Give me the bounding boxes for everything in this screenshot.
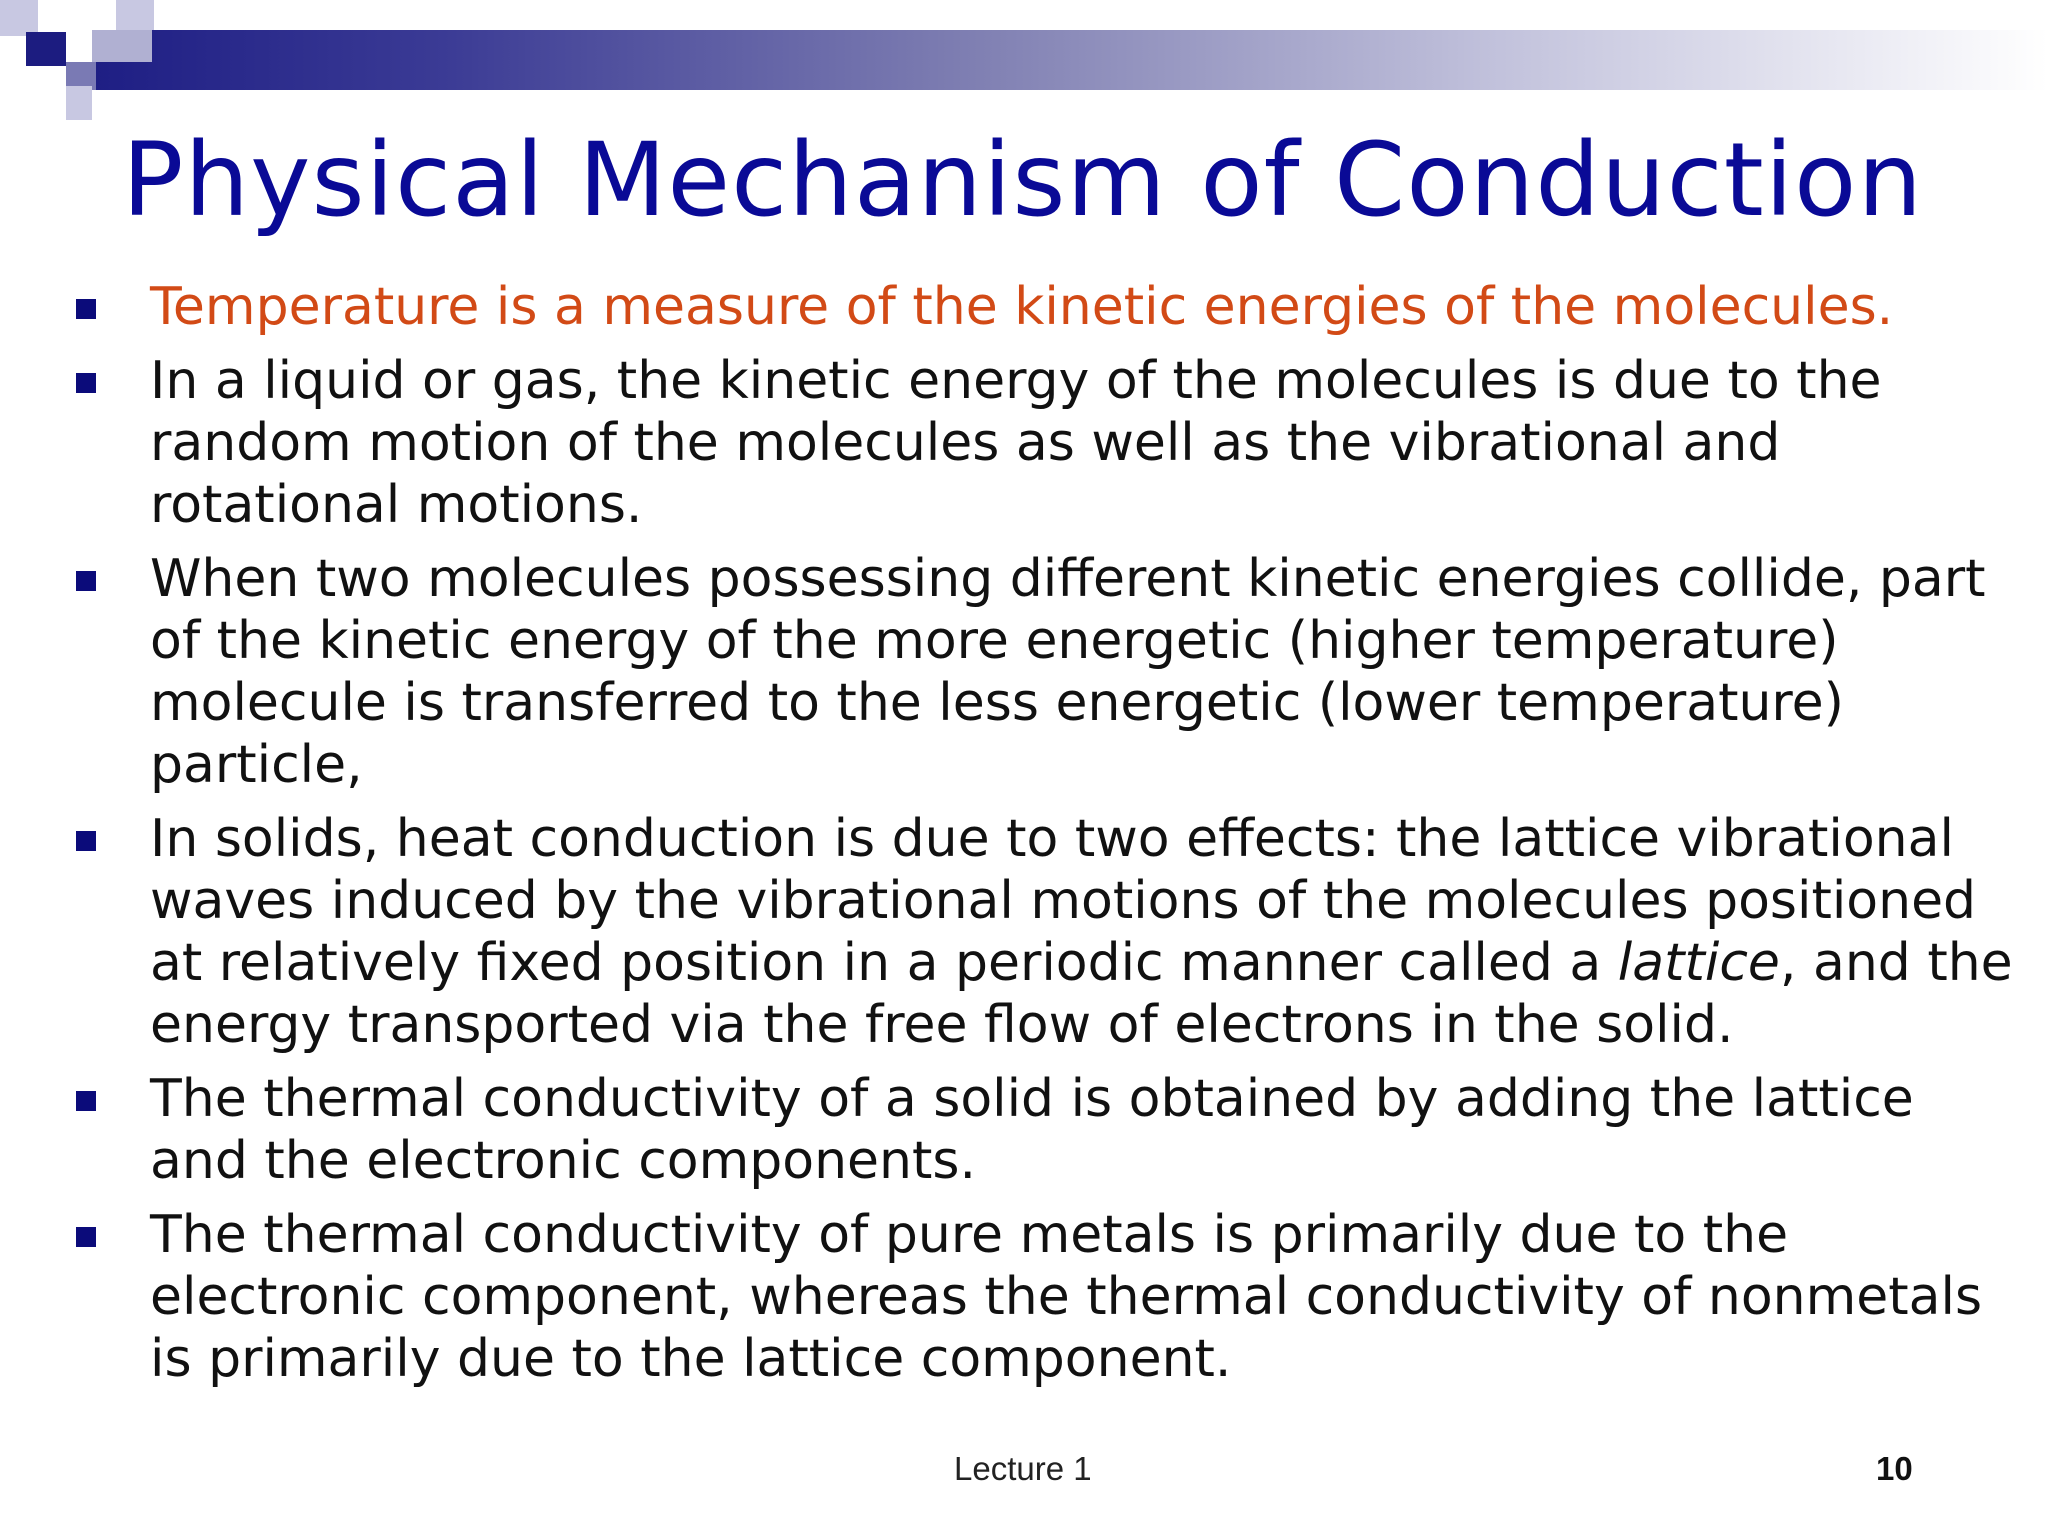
bullet-text-italic: lattice bbox=[1617, 933, 1780, 993]
square-bullet-icon bbox=[76, 299, 96, 319]
title-banner-gradient bbox=[92, 30, 2048, 90]
bullet-item bbox=[70, 808, 2020, 1056]
bullet-item bbox=[70, 1204, 2020, 1390]
bullet-text-before: In solids, heat conduction is due to two effects: the lattice vibrational waves induced by the vibrational motions of the molecules positioned at relatively fixed position in a periodic manner called a bbox=[150, 809, 1977, 993]
bullet-text: When two molecules possessing different kinetic energies collide, part of the kinetic energy of the more energetic (higher temperature) molecule is transferred to the less energetic (lower temperature) particle, bbox=[150, 549, 1986, 795]
bullet-text: Temperature is a measure of the kinetic energies of the molecules. bbox=[150, 277, 1894, 337]
bullet-item bbox=[70, 276, 2020, 338]
square-bullet-icon bbox=[76, 1227, 96, 1247]
bullet-text bbox=[150, 809, 2013, 1055]
decor-square-light bbox=[116, 0, 154, 30]
bullet-text: The thermal conductivity of a solid is obtained by adding the lattice and the electronic components. bbox=[150, 1069, 1914, 1191]
decor-square-mid bbox=[92, 30, 152, 62]
bullet-text: In a liquid or gas, the kinetic energy of the molecules is due to the random motion of the molecules as well as the vibrational and rotational motions. bbox=[150, 351, 1882, 535]
decor-square-light bbox=[0, 0, 38, 36]
footer-lecture-label: Lecture 1 bbox=[954, 1450, 1092, 1487]
bullet-item bbox=[70, 350, 2020, 536]
decor-square-light bbox=[66, 86, 92, 120]
square-bullet-icon bbox=[76, 831, 96, 851]
bullet-list bbox=[70, 276, 2020, 1402]
square-bullet-icon bbox=[76, 571, 96, 591]
bullet-text: The thermal conductivity of pure metals is primarily due to the electronic component, whereas the thermal conductivity of nonmetals is primarily due to the lattice component. bbox=[150, 1205, 1983, 1389]
slide-title: Physical Mechanism of Conduction bbox=[122, 121, 1924, 240]
decor-square-dark bbox=[26, 32, 66, 66]
page-number: 10 bbox=[1876, 1450, 1913, 1487]
square-bullet-icon bbox=[76, 373, 96, 393]
bullet-item bbox=[70, 548, 2020, 796]
bullet-text-after: , and the energy transported via the free flow of electrons in the solid. bbox=[150, 933, 2013, 1055]
square-bullet-icon bbox=[76, 1091, 96, 1111]
bullet-item bbox=[70, 1068, 2020, 1192]
